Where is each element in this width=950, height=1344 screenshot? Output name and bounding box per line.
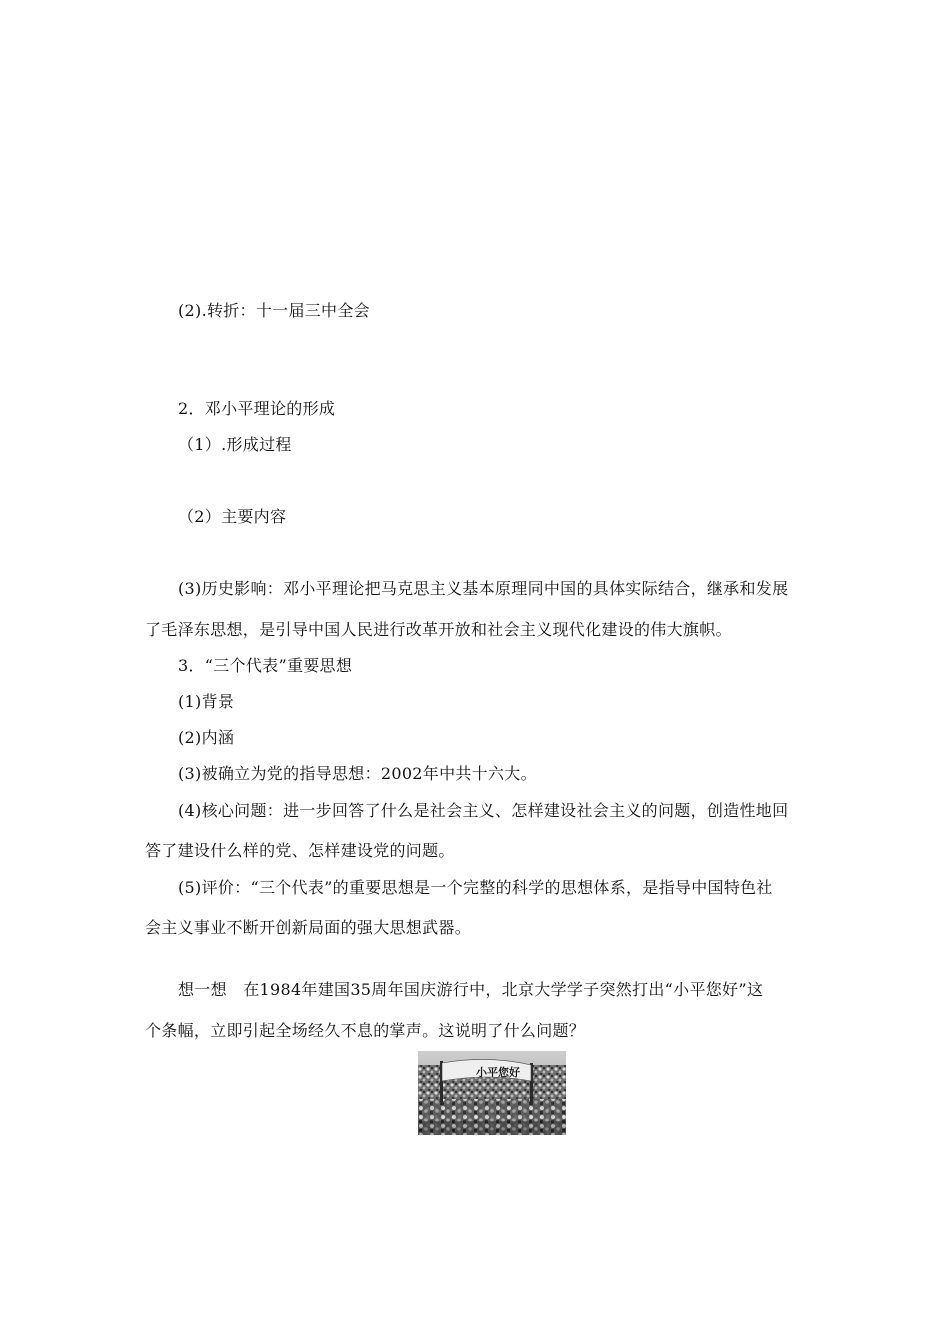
three-represents-heading: 3．“三个代表”重要思想 [178,656,353,675]
banner-text: 小平您好 [476,1066,520,1079]
deng-theory-formation-heading: 2．邓小平理论的形成 [178,399,336,418]
formation-process-item: （1）.形成过程 [178,435,292,454]
evaluation-line-2: 会主义事业不断开创新局面的强大思想武器。 [145,918,472,937]
historical-impact-line-1: (3)历史影响：邓小平理论把马克思主义基本原理同中国的具体实际结合，继承和发展 [178,579,789,598]
main-content-item: （2）主要内容 [178,507,287,526]
background-item: (1)背景 [178,692,235,711]
think-question-line-2: 个条幅，立即引起全场经久不息的掌声。这说明了什么问题？ [145,1021,586,1040]
parade-crowd-photo [418,1051,566,1135]
guiding-thought-item: (3)被确立为党的指导思想：2002年中共十六大。 [178,764,537,783]
core-issue-line-2: 答了建设什么样的党、怎样建设党的问题。 [145,841,455,860]
connotation-item: (2)内涵 [178,728,235,747]
historical-impact-line-2: 了毛泽东思想，是引导中国人民进行改革开放和社会主义现代化建设的伟大旗帜。 [145,620,732,639]
turning-point-item: (2).转折：十一届三中全会 [178,301,370,320]
core-issue-line-1: (4)核心问题：进一步回答了什么是社会主义、怎样建设社会主义的问题，创造性地回 [178,801,789,820]
evaluation-line-1: (5)评价：“三个代表”的重要思想是一个完整的科学的思想体系，是指导中国特色社 [178,878,773,897]
think-question-line-1: 想一想 在1984年建国35周年国庆游行中，北京大学学子突然打出“小平您好”这 [178,980,764,999]
